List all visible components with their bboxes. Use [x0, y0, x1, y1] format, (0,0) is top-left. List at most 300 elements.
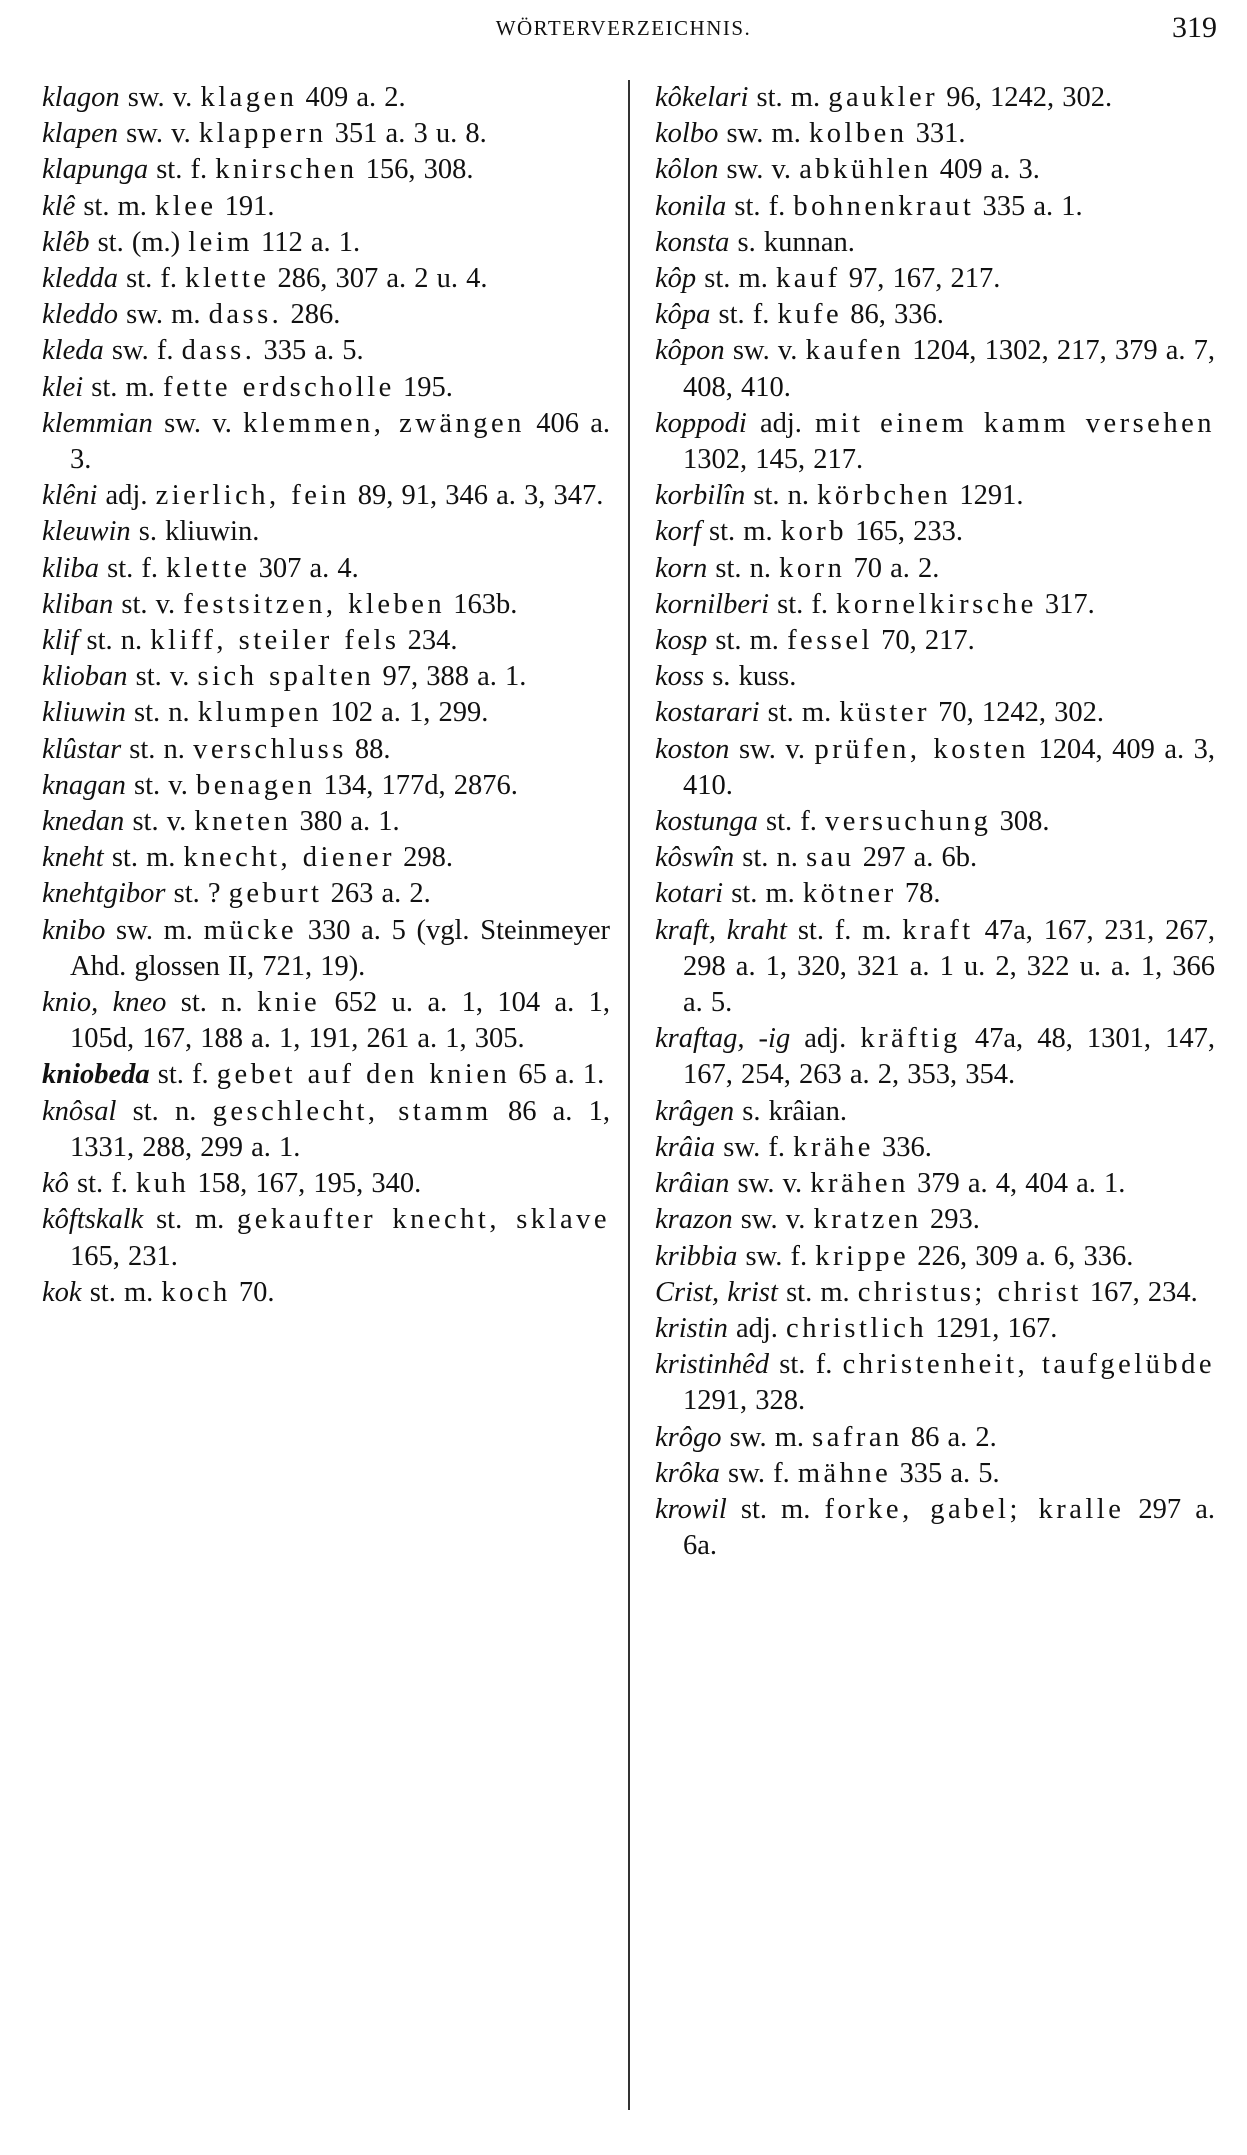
right-column — [655, 80, 1215, 1564]
entry-headword: koppodi — [655, 407, 747, 439]
entry-grammar-label: adj. — [804, 1023, 847, 1055]
entry-grammar-label: sw. f. — [723, 1131, 785, 1163]
entry-gloss: christenheit, taufgelübde — [842, 1349, 1216, 1381]
entry-grammar-label: sw. m. — [116, 914, 193, 946]
entry-grammar-label: s. — [138, 516, 157, 548]
entry-gloss: geschlecht, stamm — [212, 1095, 492, 1127]
entry-references: 652 u. a. 1, 104 a. 1, 105d, 167, 188 a. 1, 191, 261 a. 1, 305. — [70, 987, 611, 1055]
entry-headword: kôpon — [655, 335, 725, 367]
entry-headword: klê — [42, 190, 76, 222]
entry-references: 308. — [999, 806, 1050, 838]
entry-headword: krazon — [655, 1204, 733, 1236]
entry-grammar-label: st. m. — [704, 263, 768, 295]
dictionary-entry — [655, 1166, 1215, 1202]
entry-headword: kledda — [42, 263, 118, 295]
entry-headword: korf — [655, 516, 701, 548]
entry-references: 409 a. 3. — [939, 154, 1040, 186]
left-column — [42, 80, 610, 1311]
entry-gloss: kauf — [775, 263, 841, 295]
entry-references: 78. — [904, 878, 941, 910]
entry-headword: klêb — [42, 226, 90, 258]
dictionary-entry — [42, 261, 610, 297]
dictionary-entry — [42, 804, 610, 840]
dictionary-entry — [42, 297, 610, 333]
entry-gloss: krippe — [815, 1240, 910, 1272]
entry-headword: klemmian — [42, 407, 153, 439]
entry-gloss: sich spalten — [197, 661, 375, 693]
entry-gloss: krähen — [810, 1168, 909, 1200]
entry-references: 331. — [915, 118, 966, 150]
entry-headword: kosp — [655, 625, 708, 657]
entry-grammar-label: st. f. — [734, 190, 786, 222]
entry-gloss: mähne — [797, 1457, 892, 1489]
entry-gloss: mit einem kamm versehen — [815, 407, 1215, 439]
entry-references: kuss. — [738, 661, 797, 693]
dictionary-entry — [42, 406, 610, 478]
entry-grammar-label: st. m. — [715, 625, 779, 657]
entry-grammar-label: st. v. — [135, 661, 190, 693]
entry-gloss: leim — [188, 226, 253, 258]
entry-grammar-label: st. n. — [753, 480, 810, 512]
entry-references: 307 a. 4. — [258, 552, 359, 584]
entry-gloss: körbchen — [817, 480, 952, 512]
entry-gloss: gebet auf den knien — [216, 1059, 511, 1091]
entry-references: 96, 1242, 302. — [946, 82, 1113, 113]
entry-headword: kraftag, -ig — [655, 1023, 791, 1055]
entry-grammar-label: sw. f. — [111, 335, 174, 367]
entry-gloss: verschluss — [193, 733, 347, 765]
entry-headword: korn — [655, 552, 708, 584]
dictionary-entry — [42, 1057, 610, 1093]
entry-references: 406 a. 3. — [70, 407, 611, 476]
entry-headword: kribbia — [655, 1240, 738, 1272]
entry-headword: kleddo — [42, 299, 118, 331]
entry-gloss: forke, gabel; kralle — [824, 1493, 1125, 1525]
entry-grammar-label: st. m. — [767, 697, 832, 729]
entry-grammar-label: st. m. — [756, 82, 821, 113]
entry-gloss: korb — [780, 516, 847, 548]
entry-headword: klif — [42, 625, 79, 657]
entry-gloss: kliff, steiler fels — [150, 625, 400, 657]
entry-gloss: geburt — [228, 878, 323, 910]
entry-headword: klioban — [42, 661, 128, 693]
dictionary-entry — [42, 116, 610, 152]
entry-headword: kornilberi — [655, 588, 769, 620]
entry-gloss: klemmen, zwängen — [243, 407, 525, 439]
dictionary-entry — [655, 1202, 1215, 1238]
entry-gloss: klette — [185, 263, 270, 295]
dictionary-entry — [655, 189, 1215, 225]
dictionary-entry — [42, 189, 610, 225]
dictionary-entry — [42, 732, 610, 768]
entry-references: 70. — [238, 1276, 275, 1308]
dictionary-entry — [42, 695, 610, 731]
entry-grammar-label: adj. — [735, 1312, 778, 1344]
entry-gloss: fessel — [787, 625, 873, 657]
entry-headword: klagon — [42, 82, 120, 113]
entry-references: 70, 217. — [881, 625, 975, 657]
dictionary-entry — [42, 913, 610, 985]
entry-grammar-label: st. f. — [157, 1059, 209, 1091]
entry-references: 226, 309 a. 6, 336. — [917, 1240, 1134, 1272]
entry-gloss: mücke — [203, 914, 298, 946]
dictionary-entry — [655, 333, 1215, 405]
dictionary-entry — [42, 587, 610, 623]
entry-references: 380 a. 1. — [299, 806, 400, 838]
entry-gloss: küster — [839, 697, 930, 729]
entry-gloss: klagen — [200, 82, 298, 113]
entry-grammar-label: sw. v. — [126, 118, 191, 150]
entry-references: kliuwin. — [165, 516, 260, 548]
entry-headword: kliban — [42, 588, 114, 620]
entry-grammar-label: st. n. — [180, 987, 243, 1019]
entry-gloss: fette erdscholle — [162, 371, 395, 403]
entry-grammar-label: sw. v. — [732, 335, 798, 367]
entry-gloss: versuchung — [825, 806, 992, 838]
entry-gloss: koch — [161, 1276, 231, 1308]
dictionary-entry — [42, 659, 610, 695]
entry-grammar-label: st. f. — [779, 1349, 833, 1381]
dictionary-entry — [42, 1166, 610, 1202]
entry-grammar-label: st. f. — [107, 552, 158, 584]
entry-headword: Crist, krist — [655, 1276, 778, 1308]
dictionary-entry — [42, 370, 610, 406]
entry-references: 234. — [407, 625, 458, 657]
entry-gloss: dass. — [208, 299, 283, 331]
entry-references: 195. — [402, 371, 453, 403]
entry-headword: kliuwin — [42, 697, 126, 729]
entry-grammar-label: sw. m. — [726, 118, 801, 150]
entry-references: 70, 1242, 302. — [938, 697, 1104, 729]
dictionary-entry — [655, 1275, 1215, 1311]
entry-references: 379 a. 4, 404 a. 1. — [916, 1168, 1126, 1200]
entry-gloss: gekaufter knecht, sklave — [237, 1204, 611, 1236]
dictionary-entry — [42, 840, 610, 876]
entry-gloss: sau — [806, 842, 855, 874]
entry-headword: korbilîn — [655, 480, 746, 512]
entry-grammar-label: st. n. — [86, 625, 143, 657]
entry-references: 165, 233. — [855, 516, 963, 548]
entry-grammar-label: adj. — [105, 480, 148, 512]
dictionary-entry — [42, 551, 610, 587]
entry-references: 1291, 328. — [683, 1385, 806, 1417]
entry-headword: koss — [655, 661, 705, 693]
entry-grammar-label: sw. v. — [740, 1204, 806, 1236]
entry-headword: krôgo — [655, 1421, 722, 1453]
entry-references: 156, 308. — [365, 154, 474, 186]
entry-gloss: zierlich, fein — [155, 480, 350, 512]
entry-references: 163b. — [453, 588, 518, 620]
entry-headword: konila — [655, 190, 727, 222]
entry-references: 409 a. 2. — [305, 82, 406, 113]
entry-headword: konsta — [655, 226, 730, 258]
dictionary-entry — [655, 1456, 1215, 1492]
dictionary-entry — [655, 1492, 1215, 1564]
entry-grammar-label: st. f. — [718, 299, 770, 331]
entry-headword: kôpa — [655, 299, 711, 331]
dictionary-entry — [42, 876, 610, 912]
entry-headword: kotari — [655, 878, 724, 910]
entry-headword: knagan — [42, 769, 126, 801]
column-divider — [628, 80, 630, 2110]
entry-gloss: klappern — [198, 118, 327, 150]
dictionary-entry — [655, 116, 1215, 152]
entry-references: 335 a. 5. — [899, 1457, 1000, 1489]
entry-headword: kô — [42, 1168, 69, 1200]
entry-references: 335 a. 1. — [982, 190, 1083, 222]
entry-references: 86 a. 1, 1331, 288, 299 a. 1. — [70, 1095, 611, 1163]
entry-gloss: klee — [155, 190, 217, 222]
dictionary-entry — [42, 514, 610, 550]
entry-headword: kleuwin — [42, 516, 131, 548]
entry-grammar-label: sw. m. — [126, 299, 201, 331]
entry-grammar-label: st. m. — [156, 1204, 225, 1236]
dictionary-entry — [655, 514, 1215, 550]
entry-headword: krâian — [655, 1168, 730, 1200]
dictionary-entry — [42, 80, 610, 116]
running-head — [0, 10, 1247, 46]
dictionary-entry — [655, 551, 1215, 587]
dictionary-entry — [655, 804, 1215, 840]
entry-references: 351 a. 3 u. 8. — [334, 118, 487, 150]
entry-grammar-label: st. v. — [132, 806, 187, 838]
entry-grammar-label: st. ? — [173, 878, 221, 910]
entry-gloss: kufe — [777, 299, 843, 331]
entry-grammar-label: st. m. — [111, 842, 176, 874]
entry-grammar-label: st. f. — [126, 263, 177, 295]
entry-references: 88. — [354, 733, 391, 765]
entry-headword: klêni — [42, 480, 98, 512]
entry-grammar-label: st. f. — [77, 1168, 128, 1200]
entry-grammar-label: sw. m. — [729, 1421, 804, 1453]
entry-grammar-label: st. m. — [731, 878, 795, 910]
entry-grammar-label: sw. v. — [164, 407, 232, 439]
entry-references: krâian. — [768, 1095, 847, 1127]
entry-headword: kristinhêd — [655, 1349, 769, 1381]
dictionary-entry — [655, 1311, 1215, 1347]
dictionary-entry — [655, 152, 1215, 188]
entry-grammar-label: sw. v. — [127, 82, 193, 113]
dictionary-entry — [655, 1021, 1215, 1093]
entry-gloss: knie — [257, 987, 321, 1019]
entry-grammar-label: st. f. — [766, 806, 817, 838]
entry-references: 1291. — [959, 480, 1024, 512]
dictionary-entry — [655, 297, 1215, 333]
entry-references: 286. — [290, 299, 341, 331]
dictionary-entry — [655, 695, 1215, 731]
entry-gloss: knecht, diener — [183, 842, 395, 874]
entry-headword: klei — [42, 371, 84, 403]
entry-gloss: bohnenkraut — [793, 190, 975, 222]
entry-headword: krowil — [655, 1493, 727, 1525]
dictionary-entry — [655, 1347, 1215, 1419]
entry-references: kunnan. — [763, 226, 855, 258]
entry-references: 297 a. 6b. — [862, 842, 978, 874]
entry-references: 167, 234. — [1089, 1276, 1198, 1308]
dictionary-entry — [655, 876, 1215, 912]
entry-references: 89, 91, 346 a. 3, 347. — [357, 480, 604, 512]
entry-grammar-label: sw. f. — [728, 1457, 790, 1489]
entry-headword: kok — [42, 1276, 82, 1308]
entry-headword: krâia — [655, 1131, 716, 1163]
entry-references: 65 a. 1. — [518, 1059, 605, 1091]
dictionary-entry — [655, 659, 1215, 695]
entry-grammar-label: st. m. — [709, 516, 773, 548]
entry-headword: koston — [655, 733, 730, 765]
entry-references: 330 a. 5 (vgl. Steinmeyer Ahd. glossen II, 721, 19). — [70, 914, 611, 982]
entry-grammar-label: st. (m.) — [97, 226, 181, 258]
entry-grammar-label: s. — [712, 661, 731, 693]
entry-headword: krôka — [655, 1457, 720, 1489]
entry-grammar-label: st. f. — [777, 588, 828, 620]
dictionary-entry — [42, 1275, 610, 1311]
entry-grammar-label: st. f. — [156, 154, 208, 186]
page-number: 319 — [1172, 11, 1217, 44]
entry-grammar-label: st. n. — [129, 733, 185, 765]
entry-references: 102 a. 1, 299. — [330, 697, 489, 729]
entry-gloss: kötner — [802, 878, 897, 910]
entry-references: 1204, 1302, 217, 379 a. 7, 408, 410. — [683, 335, 1216, 403]
dictionary-entry — [655, 1094, 1215, 1130]
entry-references: 97, 388 a. 1. — [382, 661, 527, 693]
entry-grammar-label: st. m. — [91, 371, 155, 403]
entry-grammar-label: st. m. — [89, 1276, 154, 1308]
dictionary-entry — [655, 1130, 1215, 1166]
entry-gloss: kaufen — [805, 335, 905, 367]
dictionary-entry — [655, 225, 1215, 261]
entry-gloss: abkühlen — [799, 154, 932, 186]
entry-grammar-label: s. — [737, 226, 756, 258]
entry-grammar-label: st. f. m. — [797, 914, 892, 946]
entry-references: 1302, 145, 217. — [683, 444, 864, 476]
entry-gloss: prüfen, kosten — [814, 733, 1029, 765]
entry-grammar-label: sw. v. — [738, 733, 805, 765]
entry-grammar-label: st. n. — [715, 552, 772, 584]
dictionary-entry — [655, 1239, 1215, 1275]
entry-headword: klapen — [42, 118, 118, 150]
dictionary-entry — [655, 623, 1215, 659]
entry-headword: krâgen — [655, 1095, 735, 1127]
dictionary-entry — [655, 840, 1215, 876]
dictionary-entry — [42, 152, 610, 188]
entry-references: 47a, 48, 1301, 147, 167, 254, 263 a. 2, 353, 354. — [683, 1023, 1215, 1091]
entry-references: 47a, 167, 231, 267, 298 a. 1, 320, 321 a. 1 u. 2, 322 u. a. 1, 366 a. 5. — [683, 914, 1216, 1019]
entry-references: 317. — [1044, 588, 1095, 620]
dictionary-entry — [42, 225, 610, 261]
entry-gloss: benagen — [195, 769, 316, 801]
entry-headword: kolbo — [655, 118, 719, 150]
dictionary-entry — [42, 333, 610, 369]
entry-headword: kôlon — [655, 154, 719, 186]
dictionary-entry — [42, 1094, 610, 1166]
entry-headword: kostunga — [655, 806, 758, 838]
entry-gloss: kratzen — [813, 1204, 922, 1236]
entry-references: 165, 231. — [70, 1240, 178, 1272]
entry-headword: kôftskalk — [42, 1204, 144, 1236]
entry-headword: kôkelari — [655, 82, 749, 113]
entry-gloss: safran — [812, 1421, 903, 1453]
entry-gloss: knirschen — [215, 154, 358, 186]
entry-grammar-label: st. n. — [134, 697, 190, 729]
entry-references: 134, 177d, 2876. — [323, 769, 518, 801]
entry-references: 335 a. 5. — [263, 335, 364, 367]
entry-gloss: krähe — [793, 1131, 874, 1163]
entry-gloss: kuh — [136, 1168, 190, 1200]
entry-grammar-label: st. m. — [740, 1493, 811, 1525]
entry-grammar-label: st. n. — [742, 842, 798, 874]
entry-headword: kliba — [42, 552, 99, 584]
entry-grammar-label: st. v. — [121, 588, 176, 620]
entry-headword: knedan — [42, 806, 125, 838]
dictionary-entry — [655, 732, 1215, 804]
entry-references: 191. — [224, 190, 275, 222]
entry-references: 158, 167, 195, 340. — [197, 1168, 422, 1200]
entry-gloss: klumpen — [197, 697, 323, 729]
entry-gloss: korn — [779, 552, 846, 584]
entry-headword: kristin — [655, 1312, 728, 1344]
entry-grammar-label: sw. f. — [745, 1240, 808, 1272]
entry-headword: kôswîn — [655, 842, 735, 874]
entry-headword: kôp — [655, 263, 697, 295]
dictionary-entry — [42, 1202, 610, 1274]
dictionary-entry — [655, 261, 1215, 297]
entry-headword: klapunga — [42, 154, 149, 186]
entry-gloss: kräftig — [860, 1023, 961, 1055]
entry-grammar-label: st. m. — [83, 190, 147, 222]
entry-headword: klûstar — [42, 733, 122, 765]
entry-references: 336. — [882, 1131, 932, 1163]
entry-headword: knibo — [42, 914, 106, 946]
dictionary-entry — [655, 1420, 1215, 1456]
entry-references: 1204, 409 a. 3, 410. — [683, 733, 1216, 801]
entry-grammar-label: st. n. — [132, 1095, 197, 1127]
dictionary-entry — [42, 623, 610, 659]
entry-references: 1291, 167. — [935, 1312, 1058, 1344]
entry-references: 298. — [403, 842, 453, 874]
entry-headword: knehtgibor — [42, 878, 166, 910]
entry-references: 86, 336. — [850, 299, 944, 331]
dictionary-entry — [655, 80, 1215, 116]
entry-references: 297 a. 6a. — [683, 1493, 1216, 1562]
entry-grammar-label: sw. v. — [737, 1168, 803, 1200]
entry-gloss: kraft — [902, 914, 974, 946]
entry-gloss: festsitzen, kleben — [183, 588, 446, 620]
entry-gloss: kolben — [808, 118, 908, 150]
entry-headword: kniobeda — [42, 1059, 150, 1091]
dictionary-entry — [655, 478, 1215, 514]
entry-references: 97, 167, 217. — [848, 263, 1001, 295]
dictionary-entry — [42, 478, 610, 514]
entry-headword: kneht — [42, 842, 104, 874]
dictionary-entry — [655, 406, 1215, 478]
dictionary-entry — [42, 985, 610, 1057]
entry-gloss: gaukler — [828, 82, 939, 113]
entry-gloss: dass. — [181, 335, 256, 367]
entry-grammar-label: st. m. — [786, 1276, 850, 1308]
entry-references: 70 a. 2. — [853, 552, 940, 584]
entry-gloss: christlich — [786, 1312, 928, 1344]
dictionary-entry — [655, 587, 1215, 623]
entry-headword: kleda — [42, 335, 104, 367]
running-title: WÖRTERVERZEICHNIS. — [495, 16, 752, 40]
entry-grammar-label: st. v. — [134, 769, 188, 801]
entry-gloss: klette — [166, 552, 251, 584]
entry-grammar-label: s. — [742, 1095, 761, 1127]
entry-references: 286, 307 a. 2 u. 4. — [277, 263, 488, 295]
dictionary-entry — [655, 913, 1215, 1022]
entry-gloss: kneten — [194, 806, 292, 838]
entry-grammar-label: adj. — [759, 407, 802, 439]
